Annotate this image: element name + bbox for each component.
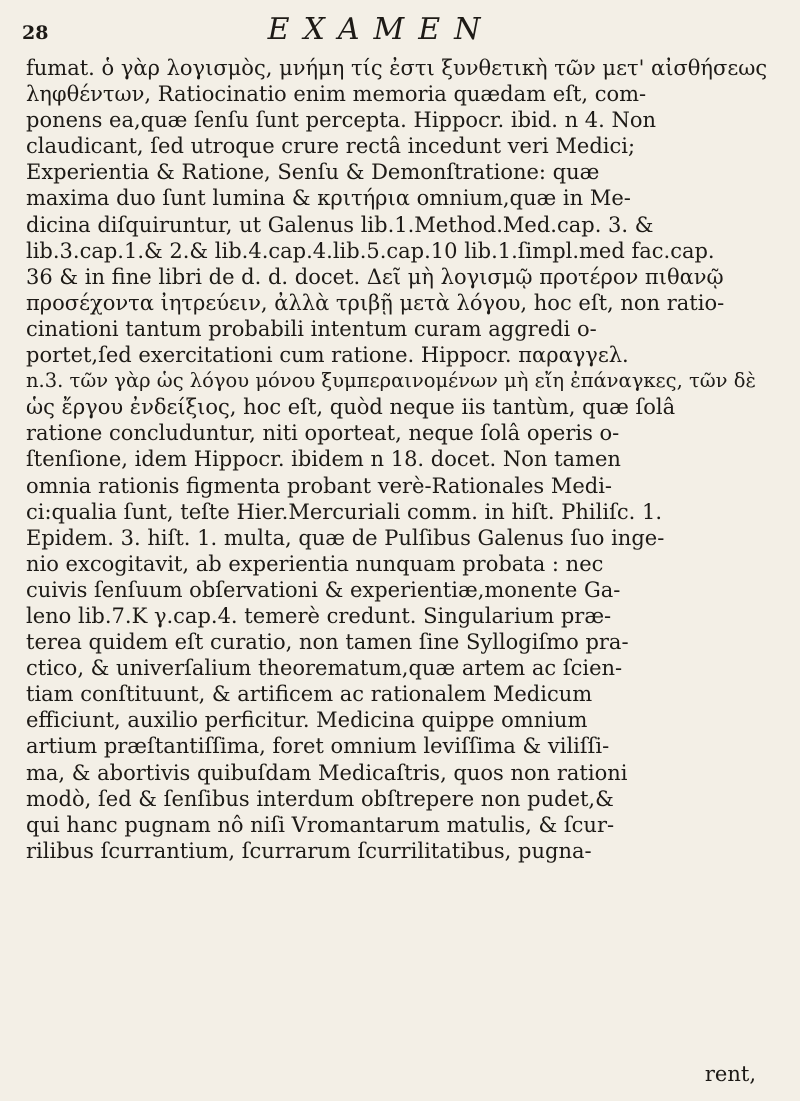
text-line: qui hanc pugnam nô niſi Vromantarum matulis, & ſcur- [26, 812, 615, 837]
running-head: EXAMEN [267, 12, 495, 47]
page-number: 28 [22, 22, 49, 44]
text-line: προσέχοντα ἰητρεύειν, ἀλλὰ τριβῇ μετὰ λόγου, hoc eſt, non ratio- [26, 290, 725, 315]
text-line: ponens ea,quæ ſenſu ſunt percepta. Hippocr. ibid. n 4. Non [26, 108, 657, 133]
text-line: tiam conſtituunt, & artificem ac rationalem Medicum [26, 682, 593, 707]
text-line: ὡς ἔργου ἐνδείξιος, hoc eſt, quòd neque iis tantùm, quæ ſolâ [26, 395, 676, 420]
body-text [26, 55, 770, 864]
text-line: lib.3.cap.1.& 2.& lib.4.cap.4.lib.5.cap.10 lib.1.ſimpl.med fac.cap. [26, 238, 715, 263]
page-header [22, 12, 760, 52]
text-line: Epidem. 3. hiſt. 1. multa, quæ de Pulſibus Galenus ſuo inge- [26, 525, 665, 550]
text-line: ſtenſione, idem Hippocr. ibidem n 18. docet. Non tamen [26, 447, 621, 472]
text-line: maxima duo ſunt lumina & κριτήρια omnium,quæ in Me- [26, 186, 631, 211]
text-line: cuivis ſenſuum obſervationi & experientiæ,monente Ga- [26, 577, 621, 602]
text-line: claudicant, ſed utroque crure rectâ incedunt veri Medici; [26, 134, 636, 159]
text-line: terea quidem eſt curatio, non tamen ſine Syllogiſmo pra- [26, 630, 629, 655]
text-line: modò, ſed & ſenſibus interdum obſtrepere non pudet,& [26, 786, 614, 811]
text-line: artium præſtantiſſima, foret omnium leviſſima & viliſſi- [26, 734, 610, 759]
text-line: leno lib.7.K γ.cap.4. temerè credunt. Singularium præ- [26, 603, 612, 628]
catchword: rent, [704, 1062, 756, 1086]
text-line: ratione concluduntur, niti oporteat, neque ſolâ operis o- [26, 421, 620, 446]
text-line: nio excogitavit, ab experientia nunquam probata : nec [26, 551, 604, 576]
text-line: rilibus ſcurrantium, ſcurrarum ſcurrilitatibus, pugna- [26, 838, 592, 863]
text-line: ctico, & univerſalium theorematum,quæ artem ac ſcien- [26, 656, 623, 681]
text-line: 36 & in fine libri de d. d. docet. Δεῖ μὴ λογισμῷ προτέρον πιθανῷ [26, 264, 724, 289]
text-line: fumat. ὁ γὰρ λογισμὸς, μνήμη τίς ἐστι ξυνθετικὴ τῶν μετ' αἰσθήσεως [26, 56, 768, 80]
text-line: n.3. τῶν γὰρ ὡς λόγου μόνου ξυμπεραινομένων μὴ εἴη ἐπάναγκες, τῶν δὲ [26, 369, 756, 393]
text-line: portet,ſed exercitationi cum ratione. Hippocr. παραγγελ. [26, 343, 629, 368]
text-line: cinationi tantum probabili intentum curam aggredi o- [26, 316, 597, 341]
text-line: dicina diſquiruntur, ut Galenus lib.1.Method.Med.cap. 3. & [26, 212, 654, 237]
text-line: ci:qualia ſunt, teſte Hier.Mercuriali comm. in hiſt. Philiſc. 1. [26, 499, 662, 524]
text-line: omnia rationis figmenta probant verè-Rationales Medi- [26, 473, 613, 498]
text-line: ληφθέντων, Ratiocinatio enim memoria quædam eſt, com- [26, 82, 647, 107]
text-line: efficiunt, auxilio perficitur. Medicina quippe omnium [26, 708, 588, 733]
text-line: Experientia & Ratione, Senſu & Demonſtratione: quæ [26, 160, 600, 185]
text-line: ma, & abortivis quibuſdam Medicaſtris, quos non rationi [26, 760, 628, 785]
